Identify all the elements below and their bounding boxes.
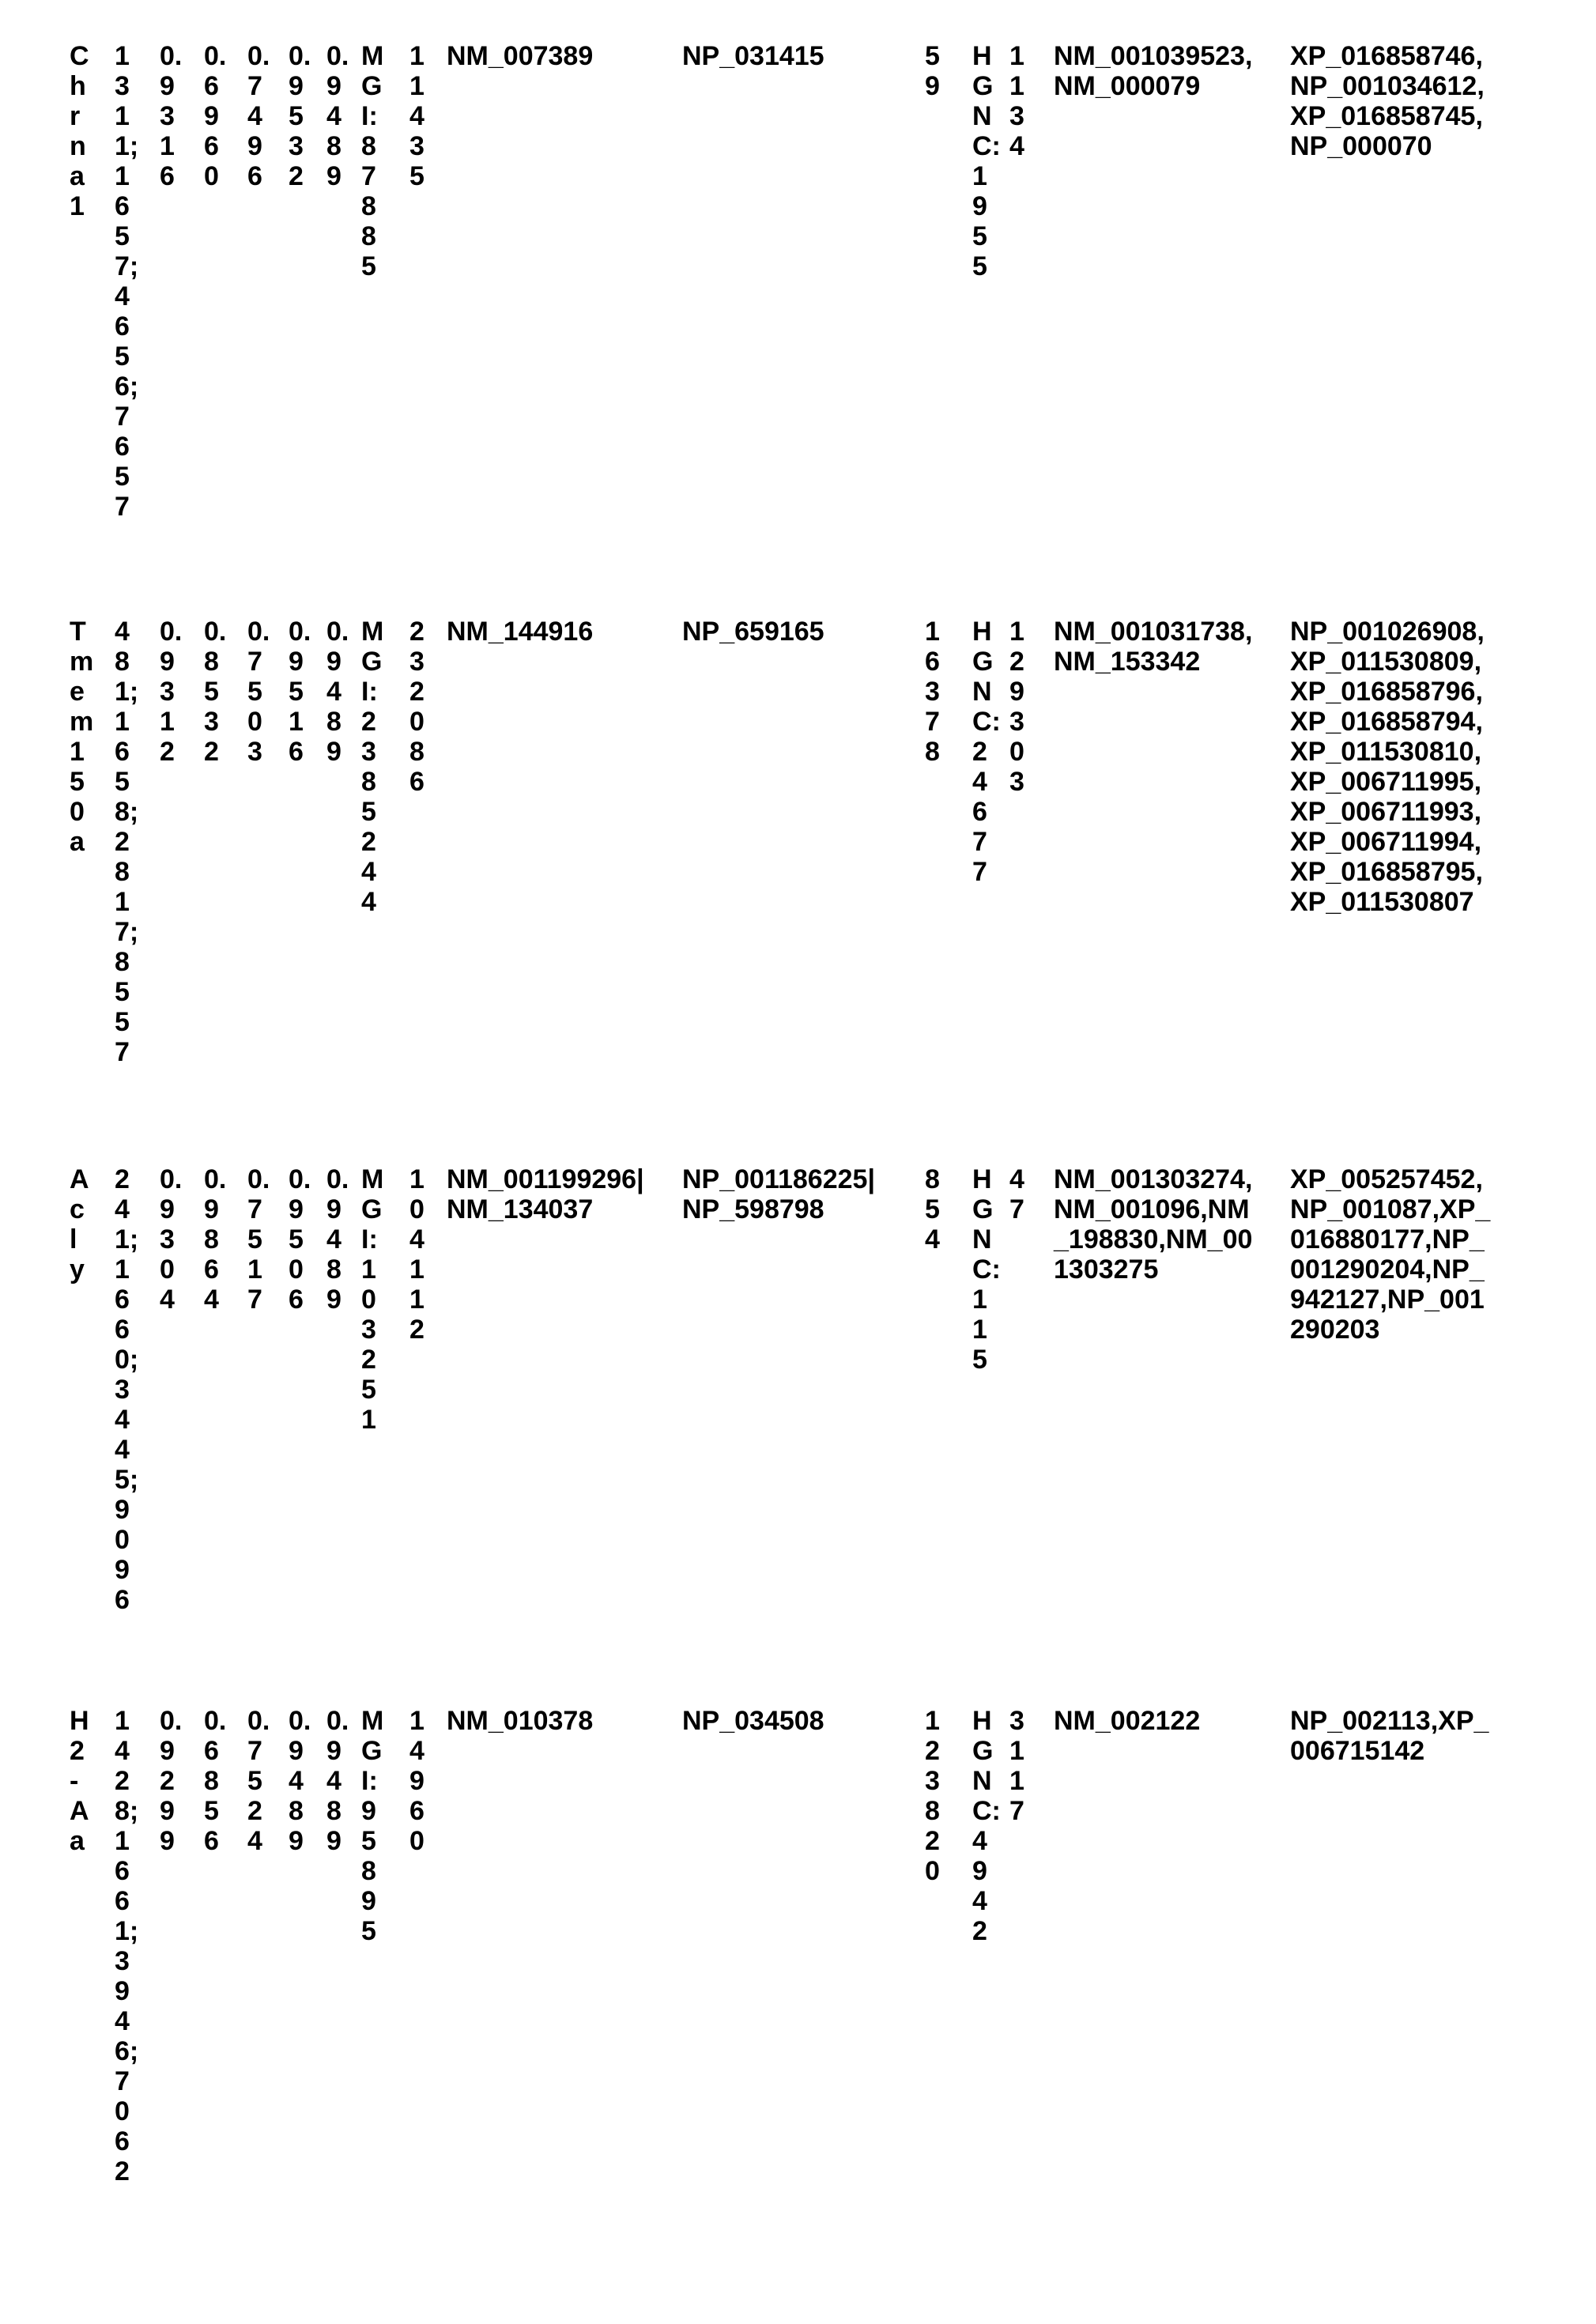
cell-mouse-mrna: NM_001199296| NM_134037 <box>447 1164 644 1224</box>
cell-human-mrna-list: NM_002122 <box>1054 1706 1201 1736</box>
cell-gene-symbol: Tmem150a <box>70 617 94 857</box>
cell-mouse-protein: NP_034508 <box>682 1706 824 1736</box>
cell-score: 0.9516 <box>289 617 311 767</box>
cell-human-protein-list: XP_016858746, NP_001034612, XP_016858745, NP_000070 <box>1290 41 1485 161</box>
cell-num: 854 <box>925 1164 940 1254</box>
cell-probe-ids: 1428;1661;3946;7062 <box>115 1706 139 2186</box>
cell-score: 0.6856 <box>204 1706 227 1856</box>
cell-human-gene-id: 3117 <box>1009 1706 1024 1826</box>
cell-score: 0.9299 <box>160 1706 183 1856</box>
cell-score: 0.9864 <box>204 1164 227 1315</box>
table-row <box>70 617 1596 1164</box>
gene-table <box>70 41 1596 2277</box>
table-row <box>70 41 1596 617</box>
cell-human-mrna-list: NM_001303274, NM_001096,NM _198830,NM_00 1303275 <box>1054 1164 1253 1285</box>
cell-hgnc-id: HGNC:115 <box>972 1164 1001 1375</box>
cell-score: 0.9312 <box>160 617 183 767</box>
cell-human-mrna-list: NM_001039523, NM_000079 <box>1054 41 1253 101</box>
cell-num: 16378 <box>925 617 940 767</box>
cell-mouse-gene-id: 14960 <box>409 1706 424 1856</box>
cell-gene-symbol: Acly <box>70 1164 89 1285</box>
cell-probe-ids: 481;1658;2817;8557 <box>115 617 139 1067</box>
cell-num: 59 <box>925 41 940 101</box>
cell-probe-ids: 1311;1657;4656;7657 <box>115 41 139 522</box>
cell-human-gene-id: 47 <box>1009 1164 1024 1224</box>
cell-mgi-id: MGI:87885 <box>361 41 384 281</box>
cell-mgi-id: MGI:103251 <box>361 1164 384 1435</box>
cell-hgnc-id: HGNC:4942 <box>972 1706 1001 1946</box>
cell-human-protein-list: NP_002113,XP_ 006715142 <box>1290 1706 1489 1766</box>
cell-score: 0.9316 <box>160 41 183 191</box>
cell-score: 0.7503 <box>247 617 270 767</box>
cell-mouse-protein: NP_659165 <box>682 617 824 647</box>
cell-score: 0.7524 <box>247 1706 270 1856</box>
cell-score: 0.9506 <box>289 1164 311 1315</box>
cell-score: 0.9489 <box>326 41 349 191</box>
cell-mouse-mrna: NM_144916 <box>447 617 594 647</box>
cell-score: 0.7496 <box>247 41 270 191</box>
cell-score: 0.9304 <box>160 1164 183 1315</box>
cell-mouse-gene-id: 104112 <box>409 1164 424 1345</box>
cell-score: 0.9489 <box>289 1706 311 1856</box>
cell-score: 0.9489 <box>326 1164 349 1315</box>
cell-gene-symbol: H2-Aa <box>70 1706 89 1856</box>
cell-human-mrna-list: NM_001031738, NM_153342 <box>1054 617 1253 677</box>
cell-mouse-mrna: NM_010378 <box>447 1706 594 1736</box>
cell-score: 0.6960 <box>204 41 227 191</box>
cell-mouse-protein: NP_031415 <box>682 41 824 71</box>
cell-gene-symbol: Chrna1 <box>70 41 89 221</box>
cell-mouse-mrna: NM_007389 <box>447 41 594 71</box>
cell-score: 0.8532 <box>204 617 227 767</box>
cell-mouse-protein: NP_001186225| NP_598798 <box>682 1164 875 1224</box>
cell-human-gene-id: 1134 <box>1009 41 1024 161</box>
cell-probe-ids: 241;1660;3445;9096 <box>115 1164 139 1615</box>
cell-mouse-gene-id: 232086 <box>409 617 424 797</box>
cell-mgi-id: MGI:95895 <box>361 1706 384 1946</box>
cell-score: 0.9489 <box>326 617 349 767</box>
cell-hgnc-id: HGNC:1955 <box>972 41 1001 281</box>
cell-human-protein-list: XP_005257452, NP_001087,XP_ 016880177,NP_ 001290204,NP_ 942127,NP_001 290203 <box>1290 1164 1491 1345</box>
table-row <box>70 1164 1596 1706</box>
cell-hgnc-id: HGNC:24677 <box>972 617 1001 887</box>
cell-human-gene-id: 129303 <box>1009 617 1024 797</box>
cell-score: 0.9489 <box>326 1706 349 1856</box>
cell-mgi-id: MGI:2385244 <box>361 617 384 917</box>
cell-score: 0.7517 <box>247 1164 270 1315</box>
cell-mouse-gene-id: 11435 <box>409 41 424 191</box>
cell-num: 123820 <box>925 1706 940 1886</box>
table-row <box>70 1706 1596 2277</box>
cell-score: 0.9532 <box>289 41 311 191</box>
cell-human-protein-list: NP_001026908, XP_011530809, XP_016858796, XP_016858794, XP_011530810, XP_006711995, XP_006711993, XP_006711994, XP_016858795, XP_011530807 <box>1290 617 1485 917</box>
